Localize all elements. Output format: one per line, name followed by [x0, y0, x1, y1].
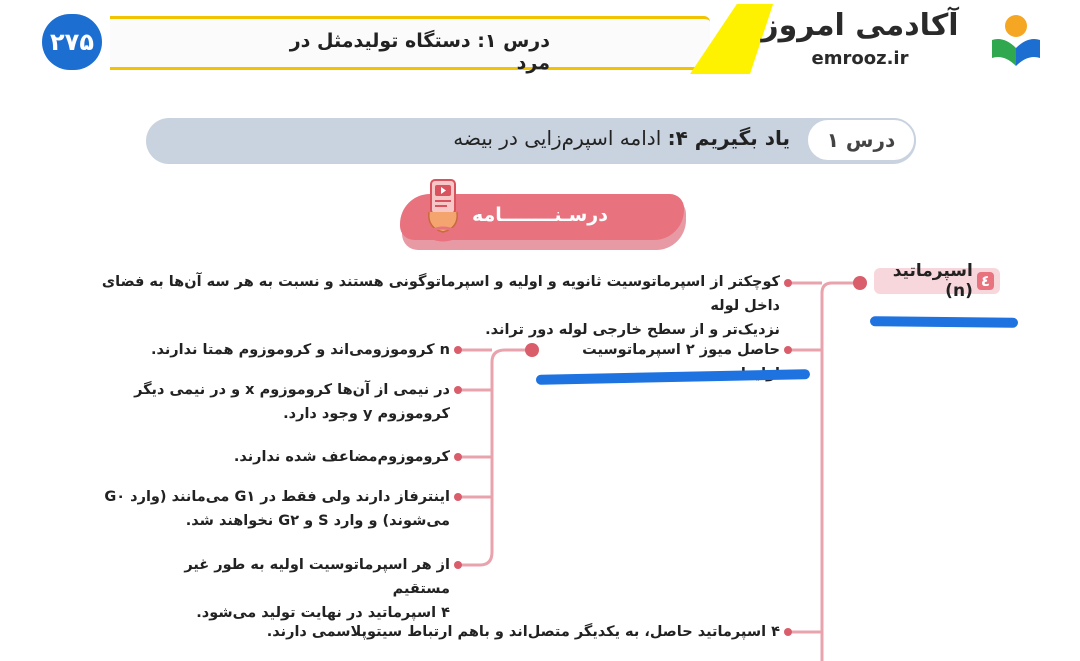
sub-item-xy — [130, 378, 450, 426]
sub-item-four-spermatids — [130, 553, 450, 625]
sub-item-four-line2: ۴ اسپرماتید در نهایت تولید می‌شود. — [196, 605, 450, 621]
sub-item-xy-line2: کروموزوم y وجود دارد. — [283, 406, 450, 422]
logo-url: emrooz.ir — [811, 48, 909, 69]
sub-item-xy-line1: در نیمی از آن‌ها کروموزوم x و در نیمی دیگر — [134, 382, 450, 398]
sub-item-four-line1: از هر اسپرماتوسیت اولیه به طور غیر مستقیم — [184, 557, 450, 597]
branch-size-line1: کوچکتر از اسپرماتوسیت ثانویه و اولیه و اسپرماتوگونی هستند و نسبت به هر سه آن‌ها به فضای داخل لوله — [101, 274, 780, 314]
main-node-spermatid — [874, 261, 1000, 301]
branch-size-line2: نزدیک‌تر و از سطح خارجی لوله دور تراند. — [485, 322, 780, 338]
page-number-badge: ۲۷۵ — [42, 14, 102, 70]
blue-underline-mark — [870, 316, 1018, 328]
sub-item-haploid: n کروموزومی‌اند و کروموزوم همتا ندارند. — [150, 342, 450, 358]
section-title-rest: ادامه اسپرم‌زایی در بیضه — [453, 126, 662, 150]
sub-item-no-doubled: کروموزوم‌مضاعف شده ندارند. — [233, 449, 450, 465]
main-node-label: اسپرماتید (n) — [892, 261, 973, 301]
lesson-title: درس ۱: دستگاه تولیدمثل در مرد — [289, 30, 550, 74]
sub-item-interphase-line2: می‌شوند) و وارد S و G۲ نخواهند شد. — [185, 513, 450, 529]
branch-origin-text: حاصل میوز ۲ اسپرماتوسیت — [582, 342, 780, 358]
section-title-bold: یاد بگیریم ۴: — [667, 126, 790, 150]
darsnameh-label: درسـنــــــــامه — [472, 204, 608, 226]
branch-connected-text: ۴ اسپرماتید حاصل، به یکدیگر متصل‌اند و باهم ارتباط سیتوپلاسمی دارند. — [266, 624, 780, 640]
logo-name: آکادمی امروز — [761, 8, 959, 43]
branch-size-text — [100, 270, 780, 342]
main-node-number: ٤ — [977, 272, 994, 290]
sub-item-interphase — [100, 485, 450, 533]
lesson-pill: درس ۱ — [806, 118, 916, 162]
sub-item-interphase-line1: اینترفاز دارند ولی فقط در G۱ می‌مانند (وارد G۰ — [104, 489, 450, 505]
